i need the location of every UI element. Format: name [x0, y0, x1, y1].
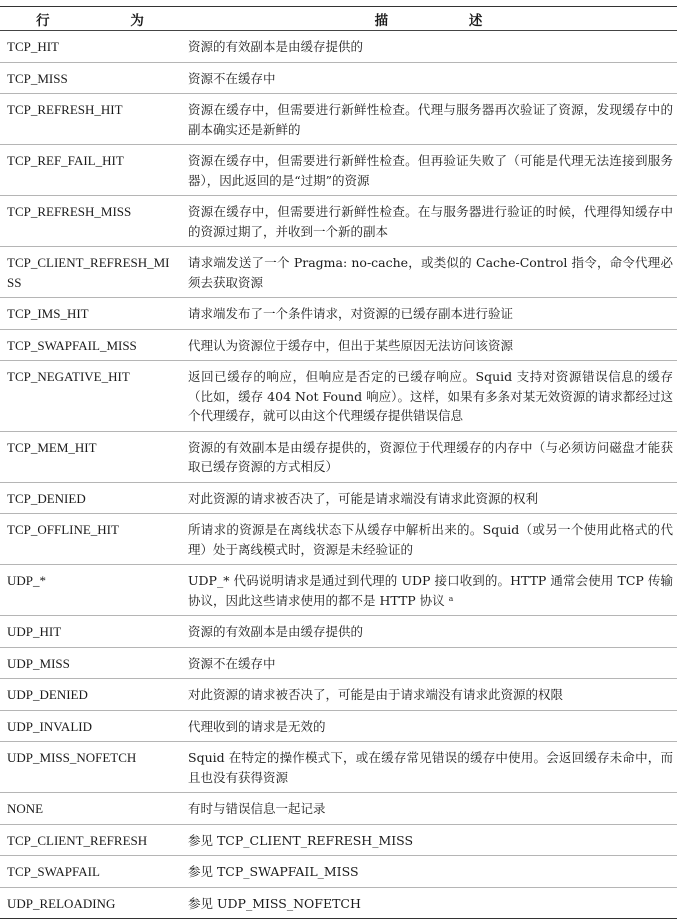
action-cell: UDP_INVALID — [0, 710, 180, 742]
action-cell: TCP_REF_FAIL_HIT — [0, 145, 180, 196]
table-row — [0, 482, 677, 514]
description-cell: 资源的有效副本是由缓存提供的 — [180, 31, 677, 63]
description-cell: Squid 在特定的操作模式下，或在缓存常见错误的缓存中使用。会返回缓存未命中，而且也没有获得资源 — [180, 742, 677, 793]
description-cell: 参见 TCP_CLIENT_REFRESH_MISS — [180, 824, 677, 856]
description-cell: 请求端发布了一个条件请求，对资源的已缓存副本进行验证 — [180, 298, 677, 330]
description-cell: 资源在缓存中，但需要进行新鲜性检查。在与服务器进行验证的时候，代理得知缓存中的资源过期了，并收到一个新的副本 — [180, 196, 677, 247]
description-cell: 对此资源的请求被否决了，可能是请求端没有请求此资源的权利 — [180, 482, 677, 514]
description-cell: 资源不在缓存中 — [180, 62, 677, 94]
description-cell: 有时与错误信息一起记录 — [180, 793, 677, 825]
action-cell: TCP_IMS_HIT — [0, 298, 180, 330]
action-cell: TCP_MEM_HIT — [0, 431, 180, 482]
table-row — [0, 145, 677, 196]
action-cell: UDP_RELOADING — [0, 887, 180, 919]
description-cell: 代理收到的请求是无效的 — [180, 710, 677, 742]
table-row — [0, 742, 677, 793]
table-row — [0, 616, 677, 648]
table-row — [0, 298, 677, 330]
action-cell: UDP_* — [0, 565, 180, 616]
description-cell: 代理认为资源位于缓存中，但出于某些原因无法访问该资源 — [180, 329, 677, 361]
action-cell: TCP_OFFLINE_HIT — [0, 514, 180, 565]
description-cell: 资源不在缓存中 — [180, 647, 677, 679]
table-row — [0, 31, 677, 63]
action-cell: UDP_HIT — [0, 616, 180, 648]
action-cell: TCP_CLIENT_REFRESH_MISS — [0, 247, 180, 298]
table-row — [0, 329, 677, 361]
description-cell: UDP_* 代码说明请求是通过到代理的 UDP 接口收到的。HTTP 通常会使用 TCP 传输协议，因此这些请求使用的都不是 HTTP 协议 ᵃ — [180, 565, 677, 616]
table-row — [0, 647, 677, 679]
action-cell: TCP_DENIED — [0, 482, 180, 514]
table-row — [0, 94, 677, 145]
table-row — [0, 247, 677, 298]
squid-log-codes-table — [0, 6, 677, 919]
table-row — [0, 710, 677, 742]
table-row — [0, 887, 677, 919]
action-cell: NONE — [0, 793, 180, 825]
table-row — [0, 856, 677, 888]
description-cell: 对此资源的请求被否决了，可能是由于请求端没有请求此资源的权限 — [180, 679, 677, 711]
description-cell: 参见 UDP_MISS_NOFETCH — [180, 887, 677, 919]
action-cell: TCP_CLIENT_REFRESH — [0, 824, 180, 856]
description-cell: 资源在缓存中，但需要进行新鲜性检查。但再验证失败了（可能是代理无法连接到服务器），因此返回的是“过期”的资源 — [180, 145, 677, 196]
action-cell: UDP_MISS — [0, 647, 180, 679]
header-action: 行 为 — [0, 7, 180, 31]
description-cell: 参见 TCP_SWAPFAIL_MISS — [180, 856, 677, 888]
header-description: 描 述 — [180, 7, 677, 31]
table-header-row — [0, 7, 677, 31]
table-row — [0, 361, 677, 432]
table-row — [0, 565, 677, 616]
action-cell: TCP_MISS — [0, 62, 180, 94]
description-cell: 资源的有效副本是由缓存提供的，资源位于代理缓存的内存中（与必须访问磁盘才能获取已缓存资源的方式相反） — [180, 431, 677, 482]
action-cell: UDP_DENIED — [0, 679, 180, 711]
action-cell: TCP_NEGATIVE_HIT — [0, 361, 180, 432]
table-row — [0, 793, 677, 825]
description-cell: 请求端发送了一个 Pragma: no-cache，或类似的 Cache-Control 指令，命令代理必须去获取资源 — [180, 247, 677, 298]
description-cell: 所请求的资源是在离线状态下从缓存中解析出来的。Squid（或另一个使用此格式的代理）处于离线模式时，资源是未经验证的 — [180, 514, 677, 565]
description-cell: 返回已缓存的响应，但响应是否定的已缓存响应。Squid 支持对资源错误信息的缓存（比如，缓存 404 Not Found 响应）。这样，如果有多条对某无效资源的请求都经过这个代理缓存，就可以由这个代理缓存提供错误信息 — [180, 361, 677, 432]
action-cell: TCP_SWAPFAIL_MISS — [0, 329, 180, 361]
table-row — [0, 679, 677, 711]
action-cell: TCP_REFRESH_MISS — [0, 196, 180, 247]
table-row — [0, 514, 677, 565]
table-row — [0, 196, 677, 247]
table-row — [0, 824, 677, 856]
table-row — [0, 431, 677, 482]
description-cell: 资源在缓存中，但需要进行新鲜性检查。代理与服务器再次验证了资源，发现缓存中的副本确实还是新鲜的 — [180, 94, 677, 145]
table-row — [0, 62, 677, 94]
action-cell: TCP_REFRESH_HIT — [0, 94, 180, 145]
action-cell: TCP_HIT — [0, 31, 180, 63]
action-cell: TCP_SWAPFAIL — [0, 856, 180, 888]
action-cell: UDP_MISS_NOFETCH — [0, 742, 180, 793]
description-cell: 资源的有效副本是由缓存提供的 — [180, 616, 677, 648]
